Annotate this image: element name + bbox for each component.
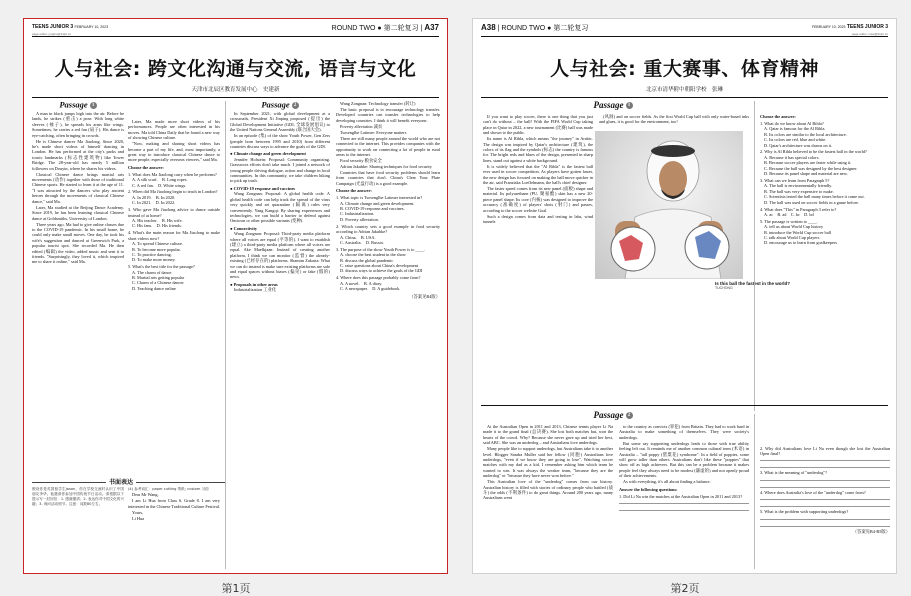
question [336,195,440,222]
p2-passage2-column-2 [619,424,749,572]
paragraph: Three years ago, Ma had to give online classes due to the COVID-19 pandemic. In his small home, he could only make small moves. One day, he took his wife's suggestion and danced at Greenwich Park, a popular tourist spot. She recorded Ma. He then edited (编辑) the video, added music and sent it to friends. "Surprisingly, they loved it, which inspired me to share it online," said Ma. [32,221,124,265]
answer-line[interactable] [760,495,890,500]
answer-option[interactable]: C. Industrialization. [340,211,375,217]
question-stem: 4. What does "This" in Paragraph 3 refer to? [760,206,837,212]
answer-option[interactable]: D. Teaching dance online [132,285,176,291]
page-label-2: 第2页 [670,582,700,595]
question-stem: 1. What does Ma Jiaolong carry when he performs? [128,171,217,177]
writing-heading: 书面表达 [106,477,136,486]
paragraph: Such a design comes from data and testing in labs, wind tunnels [483,213,593,225]
answer-option[interactable]: D. encourage us to learn from goalkeepers [764,240,837,246]
answer-option[interactable]: D. Qatar's architecture was drawn on it. [764,142,833,148]
header-publication: FEBRUARY 10, 2023 TEENS JUNIOR 3 [811,24,888,30]
p1-column-1 [32,101,124,481]
answer-line[interactable] [760,515,890,520]
answer-option[interactable]: C. Australia. D. Russia. [340,239,384,245]
answer-option[interactable]: C. His fans. D. His friends. [132,223,182,229]
paragraph: The basic proposal is to encourage technology transfer. Developed countries can transfer technologies to help developing countries. I think it will benefit everyone. [336,107,440,123]
paragraph: There are still many people around the world who are not connected to the internet. This provides companies with the opportunity to work on connecting a lot of people in rural areas to the internet. [336,135,440,158]
answer-line[interactable] [619,506,749,511]
passage-body [483,424,613,501]
p2-passage2-column-3 [760,444,890,572]
paragraph: The faster speed comes from its new panel (面板) shape and material. Its polyurethane (PU, 聚氨酯) skin has a new 20-piece panel shape. Its core (内核) was designed to improve the accuracy (准确度) of players' shots (射门) and passes, according to the soccer website Goal. [483,186,593,213]
photo-player-with-ball [595,131,743,279]
answer-line[interactable] [760,456,890,461]
header-editor: page editor: cuiw@21jnt.cn [851,32,888,36]
writing-notes: (4) 参考词汇：paper cutting 剪纸; custom 习俗 [128,487,209,491]
question-stem: 1. What topic is Tsosenglhe Latimer interested in? [336,195,423,201]
question-stem: 3. Who gave Ma Jiaolong advice to dance outside instead of at home? [128,207,220,218]
passage-body [619,424,749,485]
answer-line[interactable] [760,476,890,481]
question [760,178,890,205]
header-section: ROUND TWO ● 第二轮复习 | A37 [331,23,439,32]
writing-sample [128,487,220,572]
photo-credit: TUCHONG [715,286,733,290]
player-illustration [595,131,743,279]
section-body: Jennifer Holstein: Proposal: Community organizing. Grassroots efforts don't take much. I joined a network of young people driving dialogue, action and change in local communities. In this community, we take children hiking to pick up trash. [230,156,330,184]
paragraph: He is Chinese dancer Ma Jiaolong. Since 2020, he's made short videos of himself dancing in London. He has performed at the city's parks and iconic landmarks (标志性建筑物) like Tower Bridge. The 28-year-old has nearly 5 million followers on Douyin, where he shares his videos. [32,138,124,171]
answer-option[interactable]: D. To make more money. [132,257,176,263]
page-author: 北京市清华附中朝阳学校 张琳 [645,87,723,93]
answer-option[interactable]: A. The ball is environmentally friendly. [764,183,833,189]
answer-option[interactable]: B. Martial arts getting popular [132,275,185,281]
question-stem: 5. What's the best title for the passage? [128,264,195,270]
answer-option[interactable]: B. The ball was very expensive to make. [764,188,834,194]
paragraph: As with everything, it's all about finding a balance. [623,479,711,485]
p2-column-1 [483,114,593,414]
section-heading: ● Connectivity [230,225,258,231]
answer-option[interactable]: C. A red fan. D. White wings. [132,182,187,188]
answer-reference: （答案见B4版） [409,293,440,299]
question-stem: 2. When did Ma Jiaolong begin to teach in London? [128,189,218,195]
question [128,189,220,205]
passage-heading: Passage 2 [473,409,753,422]
paragraph: Food security 粮食安全 [340,158,382,164]
paragraph: Countries that have food security problems should learn from countries that don't. China's Clear Your Plate Campaign (光盘行动) is a good example. [336,170,440,186]
paragraph: It is widely believed that the "Al Rihla" is the fastest ball ever used in soccer competition. As players have gotten faster, the new design has focused on making the ball move quicker in the air, said Franziska Loeffelmann, the ball's chief designer. [483,163,593,186]
passage-body [336,101,440,186]
paragraph: At the Australian Open in 2011 and 2013, Chinese tennis player Li Na made it to the grand final (总决赛). She lost both matches but, won the hearts of the crowd. Why? Because she never gave up and tried her best, said ABC. She was an underdog – and Australians love underdogs. [483,424,613,446]
p2-passage2-column-1 [483,424,613,572]
answer-option[interactable]: C. To practice dancing. [132,251,172,257]
question [760,207,890,218]
passage-heading: Passage 2 [230,102,330,109]
passage-body [230,111,330,149]
question [128,230,220,262]
answer-option[interactable]: B. To become more popular. [132,246,181,252]
divider [481,97,888,98]
answer-option[interactable]: B. COVID-19 response and vaccines. [340,205,405,211]
section-body: Industrialization 工业化 [234,287,277,293]
paragraph: A man in black jumps high into the air. Before he lands, he strikes (重击) a pose. With long white sleeves (袖子), he spreads his arms like wings. Sometimes, he carries a red fan (扇子). His dance is eye-catching, often bringing in crowds. [32,111,124,138]
open-question: 5. What is the problem with supporting underdogs? [760,509,849,515]
answer-option[interactable]: A. His teacher. B. His wife. [132,218,183,223]
paragraph: Classical Chinese dance brings martial arts movements (动作) together with those of traditional Chinese sports. He started to learn it at the age of 11. "I was attracted by the dancers who play ancient heroes through the movements of classical Chinese dance," said Ma. [32,171,124,204]
question [128,264,220,291]
open-question: 3. What is the meaning of "underdog"? [760,470,828,476]
answer-heading: Choose the answer: [760,114,796,119]
paragraph: This Australian love of the "underdog" comes from our history. Australian history is filled with stories of ordinary people who battled (战斗) the odds (不利条件) to do great things. Around 200 years ago, many Australians went [483,479,613,501]
page-header [32,23,439,37]
paragraph: In September 2021, with global development at a crossroads, President Xi Jinping proposed (提出) the Global Development Initiative (GDI, 全球发展倡议) to the United Nations General Assembly (联合国大会). [230,111,330,133]
answer-option[interactable]: A. China. B. USA. [340,234,376,240]
answer-option[interactable]: C. A newspaper. D. A guidebook. [340,286,401,292]
question-list [619,494,749,511]
question-stem: 2. Which country sets a good example in food security according to Adrian Jakubke? [336,223,440,235]
page-title: 人与社会: 重大赛事、体育精神 [550,58,819,80]
answer-line[interactable] [760,463,890,468]
answer-option[interactable]: A. tell us about World Cup history [764,224,824,230]
passage-heading: Passage 1 [473,99,753,112]
answer-option[interactable]: A. The charm of dance [132,269,172,275]
answer-option[interactable]: D. Because its panel shape and material are new. [764,171,848,177]
column-divider [754,414,755,569]
answer-option[interactable]: B. Its colors are similar to the local architecture. [764,131,847,137]
answer-option[interactable]: C. Charm of a Chinese dancer [132,280,184,286]
passage-body [128,119,220,163]
paragraph: I am Li Hua from Class 6, Grade 8. I am very interested in the Chinese Traditional Culture Festival. [128,498,220,509]
answer-line[interactable] [760,502,890,507]
p1-column-2 [128,119,220,481]
divider [32,97,439,98]
header-section: A38 | ROUND TWO ● 第二轮复习 [481,23,589,32]
paragraph: Later, Ma studied at the Beijing Dance Academy. Since 2019, he has been learning classical Chinese dance at Goldsmiths, University of London. [32,204,124,221]
document-page-2[interactable] [472,18,897,574]
question [128,172,220,188]
passage-heading: Passage 1 [32,102,124,109]
paragraph: to the country as convicts (罪犯) from Britain. They had to work hard in Australia to make something of themselves. They were society's underdogs. [619,424,749,440]
page-title: 人与社会: 跨文化沟通与交流, 语言与文化 [54,58,417,80]
question-stem: 5. The passage is written to ____. [760,218,818,224]
p2-column-3 [760,114,890,414]
paragraph: If you want to play soccer, there is one thing that you just can't do without – the ball! With the FIFA World Cup taking place in Qatar in 2022, a new tournament (比赛) ball was made and shown to the public. [483,114,593,136]
answer-option[interactable]: A. A novel. B. A diary. [340,280,383,286]
writing-letter [128,492,220,521]
photo-caption: Is this ball the fastest in the world? TUCHONG [715,281,791,290]
paragraph: In an episode (集) of the show Youth Power, Gen Zers (people born between 1995 and 2010) from different countries discuss ways to advance the goals of the GDI. [230,133,330,150]
header-publication: TEENS JUNIOR 3 FEBRUARY 10, 2023 [32,24,109,30]
paragraph: Its name is Al Rihla, which means "the journey" in Arabic. The design was inspired by Qatar's architecture (建筑), the colors of its flag and the symbols (标志) the country is famous for. The bright reds and blues of the design, presented in sharp lines, stand out against a white background. [483,136,593,163]
page-author: 天津市北辰区教育发展中心 史建新 [191,87,280,93]
question-list [760,121,890,246]
divider [481,405,888,406]
question [336,275,440,291]
paragraph: Later, Ma made more short videos of his performances. People are often interested in his moves. Ma told China Daily that he found a new way of showing Chinese culture. [128,119,220,141]
answer-option[interactable]: A. To spread Chinese culture. [132,241,183,247]
p1-column-3 [230,101,330,571]
writing-prompt-text: 假设你是英国留学生Jason，你在学校交流时认识了中国朋友李华。他邀请你参加中国传统节日活动。请根据以下提示写一封回信：1. 感谢邀请；2. 表达你对中国文化的兴趣；3. 询问活动细节。注意：词数80左右。 [32,487,124,506]
column-divider [754,101,755,411]
answer-option[interactable]: D. Poverty alleviation. [340,216,379,222]
answer-option[interactable]: B. discuss the global pandemic [340,257,394,263]
p1-column-4 [336,101,440,571]
document-page-1[interactable] [23,18,448,574]
question [336,247,440,274]
answer-option[interactable]: B. introduce the World Cup soccer ball [764,229,831,235]
section-heading: ● Proposals in other areas [230,281,278,287]
section-body: Wang Zongnan: Proposal: Third-party media platform where all voices are equal (平等的). I want to establish (建立) a third-party media platform where all voices are equal. Ake Maelkjaan: Instead of creating another platform, I think we can monitor (监督) the already-existing (已经存在的) platforms. Shamim Zakaria: What we can do instead is make sure existing platforms are safe and equal spaces without biases (偏见) or fake (假的) news. [230,231,330,280]
answer-option[interactable]: A. A silk scarf. B. Long ropes. [132,177,188,183]
question [760,149,890,176]
passage-sections [230,151,330,292]
question [128,207,220,229]
column-divider [225,101,226,569]
answer-option[interactable]: C. raise questions about China's development [340,263,419,269]
paragraph: Li Hua [132,515,145,521]
paragraph: Adrian Jakubke: Sharing techniques for food security [340,164,432,170]
section-body: Wang Zongnan: Proposal: A global health code. A global health code can help track the spread of the virus very quickly and set quarantine (隔离) rules very conveniently. Yang Kangqi: By sharing experiences and technologies, we can build a barrier to defend against Omicron or other possible variants (变种). [230,191,330,224]
answer-option[interactable]: D. discuss ways to achieve the goals of the GDI [340,268,423,274]
section-heading: ● Climate change and green development [230,151,306,157]
page-label-1: 第1页 [221,582,251,595]
passage-body [483,114,593,225]
answer-heading: Choose the answer: [128,164,164,170]
paragraph: Wang Zongnan: Technology transfer (转让) [340,101,416,106]
passage-body [32,111,124,265]
question-stem: 3. The purpose of the show Youth Power is to ____. [336,246,426,252]
question-stem: 4. What's the main reason for Ma Jiaolong to make short videos now? [128,230,220,241]
open-question: 4. Where does Australia's love of the "underdog" come from? [760,489,866,495]
question-stem: 4. Where does this passage probably come from? [336,275,421,281]
answer-line[interactable] [760,522,890,527]
question-list [128,172,220,292]
question [760,121,890,148]
question-stem: 3. What can we learn from Paragraph 5? [760,177,830,183]
question [760,219,890,246]
open-question: 2. Why did Australians love Li Na even though she lost the Australian Open final? [760,445,890,456]
paragraph: But some say supporting underdogs leads to those with true ability feeling left out. It reminds me of another common cultural term (术语) in Australia – "tall poppy (罂粟花) syndrome". In a field of poppies, some will grow taller than others. Australians don't like these "poppies" that show off as high achievers. But this can be a problem because it makes people feel they always need to be modest (谦虚的) and not openly proud of their achievements. [619,440,749,479]
answer-option[interactable]: C. talk about World Cup players [764,235,820,241]
answer-option[interactable]: C. In 2021. D. In 2022. [132,200,176,206]
question-list [336,195,440,291]
paragraph: (风洞) and on soccer fields. As the first World Cup ball with only water-based inks and glues, it is good for the environment, too! [599,114,749,125]
answer-option[interactable]: B. Because soccer players are faster while using it. [764,160,852,166]
answer-option[interactable]: A. Qatar is famous for the Al Rihla. [764,126,826,132]
paragraph: Tsosenglhe Latimer: Everyone matters [340,129,407,135]
question-stem: 1. What do we know about Al Rihla? [760,120,824,126]
question-list [760,446,890,527]
answer-option[interactable]: C. Because the ball was designed by the best designer. [764,165,858,171]
answer-option[interactable]: C. Scientists tested the ball many times before it came out. [764,194,865,200]
answer-line[interactable] [619,499,749,504]
paragraph: Many people like to support underdogs, but Australians take it to another level. Blogger Sandra Muller said her fellow (同胞) Australians love underdogs, "even if we know they are going to lose". Watching soccer matches with my dad as a kid, I remember asking him which team he wanted to win. It was always the weaker team, "because they are the underdog" or "because they have never won before." [483,446,613,479]
answer-option[interactable]: A. ac B. ad C. bc D. bd [764,211,814,217]
paragraph: Yours, [132,509,144,515]
answer-heading: Choose the answer: [336,188,372,194]
header-editor: page editor: jyngbo@21jnt.cn [32,32,72,36]
answer-option[interactable]: C. Its colors are red, blue and white. [764,137,827,143]
answer-heading: Answer the following questions: [619,486,678,492]
question-stem: 2. Why is Al Rihla believed to be the fastest ball in the world? [760,149,867,155]
answer-reference: （答案见B4-B5版） [852,528,890,534]
open-question: 1. Did Li Na win the matches at the Australian Open in 2011 and 2013? [619,493,743,499]
page-header [481,23,888,37]
paragraph: "Now, making and sharing short videos has become a part of my life, and, most importantly, a great way to introduce classical Chinese dance to more people, especially overseas viewers," said Ma. [128,141,220,163]
answer-option[interactable]: A. Because it has special colors. [764,154,820,160]
answer-option[interactable]: A. In 2019. B. In 2020. [132,194,176,200]
question [336,224,440,246]
answer-option[interactable]: D. The ball was used on soccer fields in a game before. [764,199,860,205]
answer-line[interactable] [760,483,890,488]
writing-prompt [32,487,124,572]
answer-option[interactable]: A. Climate change and green development. [340,200,415,206]
paragraph: Dear Mr Wang, [132,492,159,498]
section-heading: ● COVID-19 response and vaccines [230,185,296,191]
answer-option[interactable]: A. choose the best student in the show [340,252,406,258]
paragraph: Poverty alleviation 减贫 [340,123,383,129]
